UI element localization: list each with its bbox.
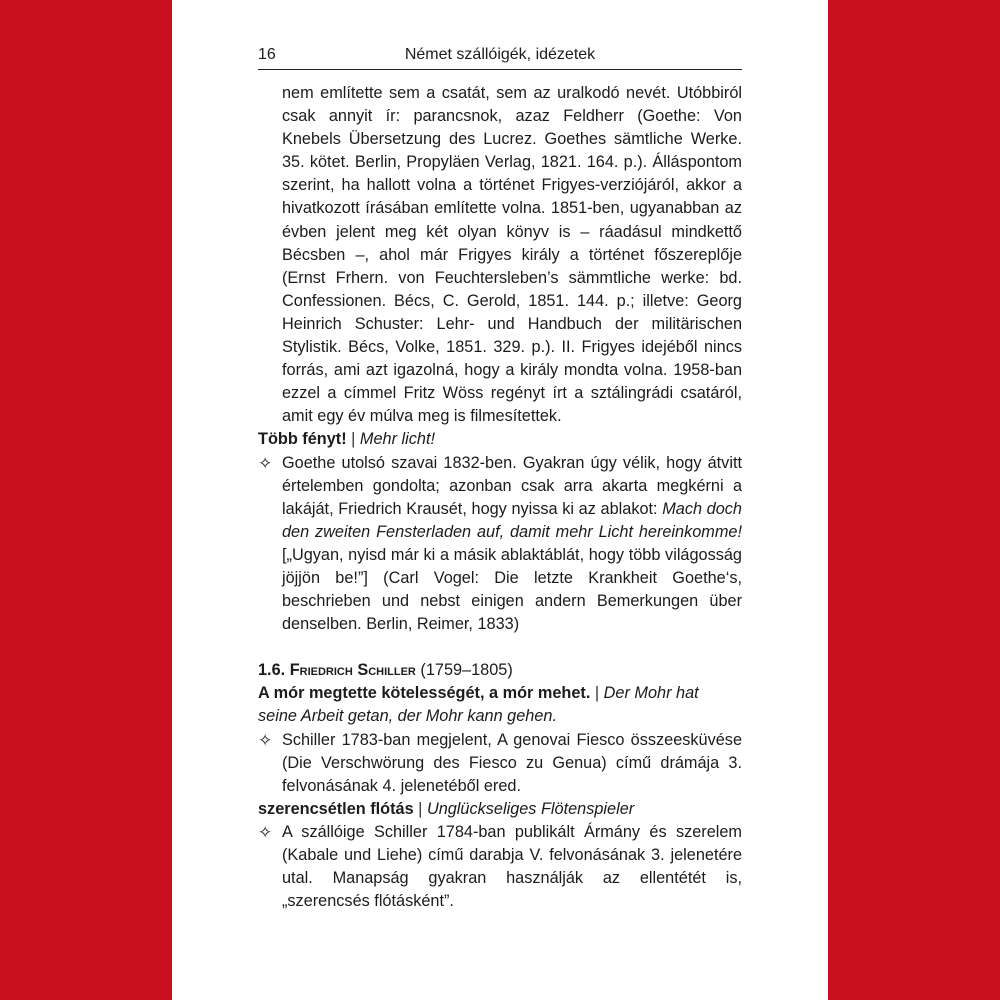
page-content xyxy=(258,82,742,913)
entry-heading xyxy=(258,428,742,451)
entry-explanation xyxy=(258,452,742,637)
page-number: 16 xyxy=(258,46,276,63)
section-heading xyxy=(258,659,742,682)
entry-term: Több fényt! xyxy=(258,430,347,449)
entry-separator: | xyxy=(590,684,604,703)
spacer xyxy=(258,636,742,659)
section-number: 1.6. xyxy=(258,661,286,680)
section-dates: (1759–1805) xyxy=(420,661,513,680)
sparkle-bullet-icon: ✧ xyxy=(258,730,273,750)
entry-german: Unglückseliges Flötenspieler xyxy=(426,799,635,818)
section-name: Friedrich Schiller xyxy=(289,661,416,680)
entry-separator: | xyxy=(346,430,360,449)
entry-term: A mór megtette kötelességét, a mór mehet. xyxy=(258,684,591,703)
entry-german: Der Mohr hat seine Arbeit getan, der Mohr kann gehen. xyxy=(258,684,699,726)
running-header xyxy=(258,44,742,70)
entry-floatas xyxy=(258,798,742,913)
sparkle-bullet-icon: ✧ xyxy=(258,822,273,842)
sparkle-bullet-icon: ✧ xyxy=(258,453,273,473)
intro-paragraph: nem említette sem a csatát, sem az uralkodó nevét. Utóbbiról csak annyit ír: parancsnok, azaz Feldherr (Goethe: Von Knebels Übersetzung des Lucrez. Goethes sämtliche Werke. 35. kötet. Berlin, Propyläen Verlag, 1821. 164. p.). Álláspontom szerint, ha hallott volna a történet Frigyes-verziójáról, akkor a hivatkozott írásában említette volna. 1851-ben, ugyanabban az évben jelent meg két olyan könyv is – ráadásul mindkettő Bécsben –, ahol már Frigyes király a történet főszereplője (Ernst Frhern. von Feuchtersleben’s sämmtliche werke: bd. Confessionen. Bécs, C. Gerold, 1851. 144. p.; illetve: Georg Heinrich Schuster: Lehr- und Handbuch der militärischen Stylistik. Bécs, Volke, 1851. 329. p.). II. Frigyes idejéből nincs forrás, ami azt igazolná, hogy a király mondta volna. 1958-ban ezzel a címmel Fritz Wöss regényt írt a sztálingrádi csatáról, amit egy év múlva meg is filmesítettek. xyxy=(282,84,742,426)
entry-tobb-fenyt xyxy=(258,428,742,636)
running-title: Német szállóigék, idézetek xyxy=(404,46,596,63)
entry-explanation xyxy=(258,821,742,913)
explanation-text: A szállóige Schiller 1784-ban publikált Ármány és szerelem (Kabale und Liehe) című darabja V. felvonásának 3. jelenetére utal. Manapság gyakran használják az ellentétét is, „szerencsés flótásként”. xyxy=(282,822,742,911)
entry-heading xyxy=(258,682,742,728)
entry-separator: | xyxy=(413,799,427,818)
explanation-text-b: [„Ugyan, nyisd már ki a másik ablaktáblát, hogy több világosság jöjjön be!”] (Carl Vogel: Die letzte Krankheit Goethe‘s, beschrieben und nebst einigen andern Bemerkungen über denselben. Berlin, Reimer, 1833) xyxy=(282,545,742,634)
entry-explanation xyxy=(258,729,742,798)
explanation-text: Schiller 1783-ban megjelent, A genovai Fiesco összeesküvése (Die Verschwörung des Fiesco zu Genua) című drámája 3. felvonásának 4. jelenetéből ered. xyxy=(282,730,742,795)
entry-german: Mehr licht! xyxy=(359,430,436,449)
explanation-text-a: Goethe utolsó szavai 1832-ben. Gyakran úgy vélik, hogy átvitt értelemben gondolta; azonban csak arra akarta megkérni a lakáját, Friedrich Krausét, hogy nyissa ki az ablakot: xyxy=(282,453,742,518)
explanation-quote: Mach doch den zweiten Fensterladen auf, damit mehr Licht hereinkomme! xyxy=(282,499,742,541)
entry-heading xyxy=(258,798,742,821)
entry-mor xyxy=(258,682,742,797)
entry-term: szerencsétlen flótás xyxy=(258,799,414,818)
book-page xyxy=(172,0,828,1000)
